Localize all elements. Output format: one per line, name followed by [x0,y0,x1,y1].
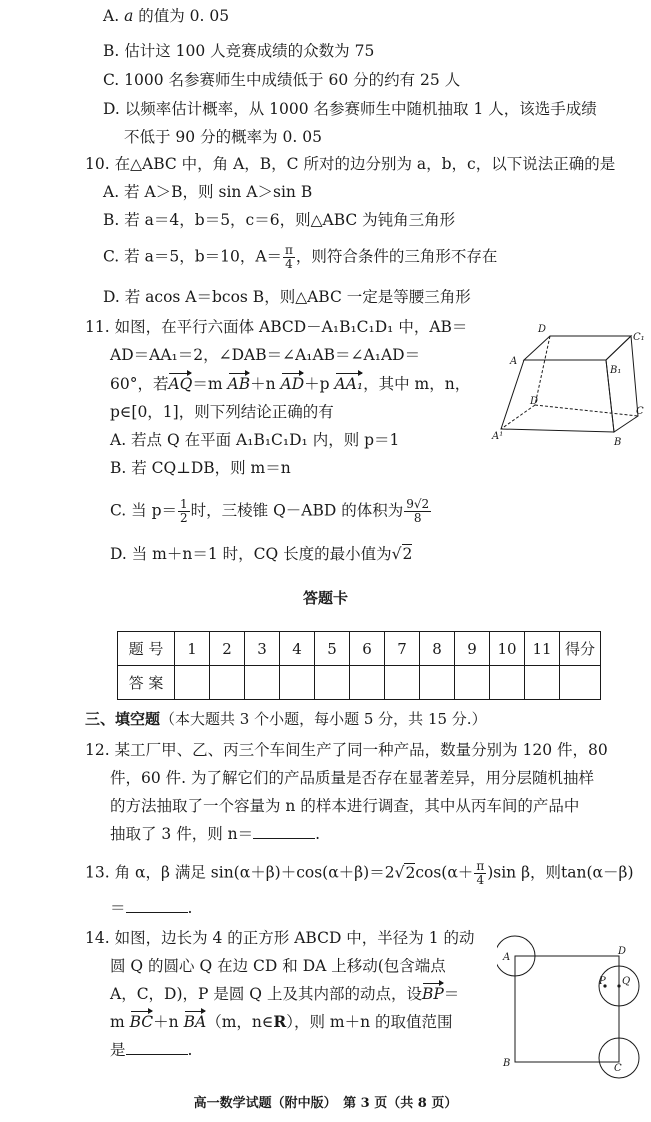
header-cell: 4 [280,632,315,666]
answer-card-table [117,631,601,700]
label-p: P [599,976,606,987]
parallelepiped-figure [490,318,650,458]
q11-stem-line3: 60°，若AQ＝m AB＋n AD＋p AA₁，其中 m，n， [110,372,470,396]
square-circle-figure [497,930,643,1090]
answer-card-answer-row [118,666,601,700]
fraction-pi-over-4: $\frac{\pi}{4}$ [285,243,293,271]
q12-line1: 12. 某工厂甲、乙、丙三个车间生产了同一种产品，数量分别为 120 件，80 [85,741,608,759]
answer-cell [210,666,245,700]
q11-option-c: C. 当 p＝ $\frac{1}{2}$ 时，三棱锥 Q－ABD 的体积为 $\frac{9√2}{8}$ [110,497,430,525]
q14-line1: 14. 如图，边长为 4 的正方形 ABCD 中，半径为 1 的动 [85,929,475,947]
label-b: B [503,1058,511,1069]
header-cell: 9 [455,632,490,666]
header-cell: 10 [490,632,525,666]
q10-option-a: A. 若 A＞B，则 sin A＞sin B [103,183,313,201]
q14-line3: A，C，D)，P 是圆 Q 上及其内部的动点，设BP＝ [110,982,459,1006]
answer-cell [385,666,420,700]
fraction-one-half: $\frac{1}{2}$ [180,497,188,525]
q9-option-a: A. a 的值为 0. 05 [103,7,230,25]
header-cell: 11 [525,632,560,666]
label-b1: B₁ [610,365,622,376]
header-cell: 8 [420,632,455,666]
label-d: D [618,946,627,957]
section-3-heading: 三、填空题（本大题共 3 个小题，每小题 5 分，共 15 分.） [85,710,487,728]
q11-stem-line1: 11. 如图，在平行六面体 ABCD－A₁B₁C₁D₁ 中，AB＝ [85,318,468,336]
answer-cell [525,666,560,700]
answer-blank-14 [126,1038,188,1055]
answer-row-label: 答 案 [118,666,175,700]
header-cell: 5 [315,632,350,666]
label-d-bottom: D [530,396,539,407]
label-c: C [614,1063,622,1074]
vector-ba: BA [184,1010,207,1034]
answer-blank-13 [126,896,188,913]
q14-line5: 是 . [110,1038,192,1062]
answer-cell [420,666,455,700]
answer-cell [490,666,525,700]
label-a: A [503,952,511,963]
fraction-pi-over-4: $\frac{\pi}{4}$ [476,859,485,887]
answer-cell [280,666,315,700]
vector-bp: BP [422,982,444,1006]
label-c: C [636,406,644,417]
q12-line4: 抽取了 3 件，则 n＝ . [110,822,320,846]
q11-stem-line4: p∈[0，1]，则下列结论正确的有 [110,403,334,421]
label-a1: A¹ [492,431,504,442]
vector-ad: AD [281,372,305,396]
header-cell: 题 号 [118,632,175,666]
answer-cell [455,666,490,700]
q10-stem: 10. 在△ABC 中，角 A，B，C 所对的边分别为 a，b，c，以下说法正确的是 [85,155,616,173]
header-cell: 2 [210,632,245,666]
q14-line4: m BC＋n BA（m，n∈R），则 m＋n 的取值范围 [110,1010,453,1034]
q13-line2: ＝ . [110,896,192,920]
label-c1: C₁ [633,332,645,343]
fraction-volume: $\frac{9√2}{8}$ [406,497,430,525]
header-cell: 得分 [560,632,601,666]
q12-line2: 件，60 件. 为了解它们的产品质量是否存在显著差异，用分层随机抽样 [110,769,595,787]
header-cell: 1 [175,632,210,666]
q11-stem-line2: AD＝AA₁＝2，∠DAB＝∠A₁AB＝∠A₁AD＝ [110,346,421,364]
q14-line2: 圆 Q 的圆心 Q 在边 CD 和 DA 上移动(包含端点 [110,957,446,975]
answer-cell [350,666,385,700]
q10-option-c: C. 若 a＝5，b＝10，A＝ $\frac{\pi}{4}$ ，则符合条件的三角形不存在 [103,243,498,271]
answer-cell [245,666,280,700]
q12-line3: 的方法抽取了一个容量为 n 的样本进行调查，其中从丙车间的产品中 [110,797,580,815]
q11-option-a: A. 若点 Q 在平面 A₁B₁C₁D₁ 内，则 p＝1 [110,431,400,449]
q11-option-d: D. 当 m＋n＝1 时，CQ 长度的最小值为√2 [110,545,413,563]
answer-cell [560,666,601,700]
q10-option-b: B. 若 a＝4，b＝5，c＝6，则△ABC 为钝角三角形 [103,211,456,229]
answer-card-header-row [118,632,601,666]
vector-bc: BC [130,1010,154,1034]
vector-aq: AQ [168,372,192,396]
vector-aa1: AA₁ [335,372,364,396]
q9-option-d-line2: 不低于 90 分的概率为 0. 05 [124,128,322,146]
answer-cell [315,666,350,700]
label-d-top: D [538,324,547,335]
q9-option-d-line1: D. 以频率估计概率，从 1000 名参赛师生中随机抽取 1 人，该选手成绩 [103,100,597,118]
label-a: A [510,356,518,367]
answer-cell [175,666,210,700]
header-cell: 6 [350,632,385,666]
label-b: B [614,437,622,448]
q9-option-b: B. 估计这 100 人竞赛成绩的众数为 75 [103,42,375,60]
header-cell: 7 [385,632,420,666]
q9-option-c: C. 1000 名参赛师生中成绩低于 60 分的约有 25 人 [103,71,461,89]
vector-ab: AB [228,372,251,396]
answer-card-title: 答题卡 [302,589,348,607]
label-q: Q [622,976,631,987]
q11-option-b: B. 若 CQ⊥DB，则 m＝n [110,459,291,477]
q13-line1: 13. 角 α，β 满足 sin(α＋β)＋cos(α＋β)＝2√2cos(α＋ $\frac{\pi}{4}$ )sin β，则tan(α－β) [85,859,634,887]
page-footer: 高一数学试题（附中版） 第 3 页（共 8 页） [193,1096,458,1111]
answer-blank-12 [253,822,315,839]
header-cell: 3 [245,632,280,666]
q10-option-d: D. 若 acos A＝bcos B，则△ABC 一定是等腰三角形 [103,288,471,306]
